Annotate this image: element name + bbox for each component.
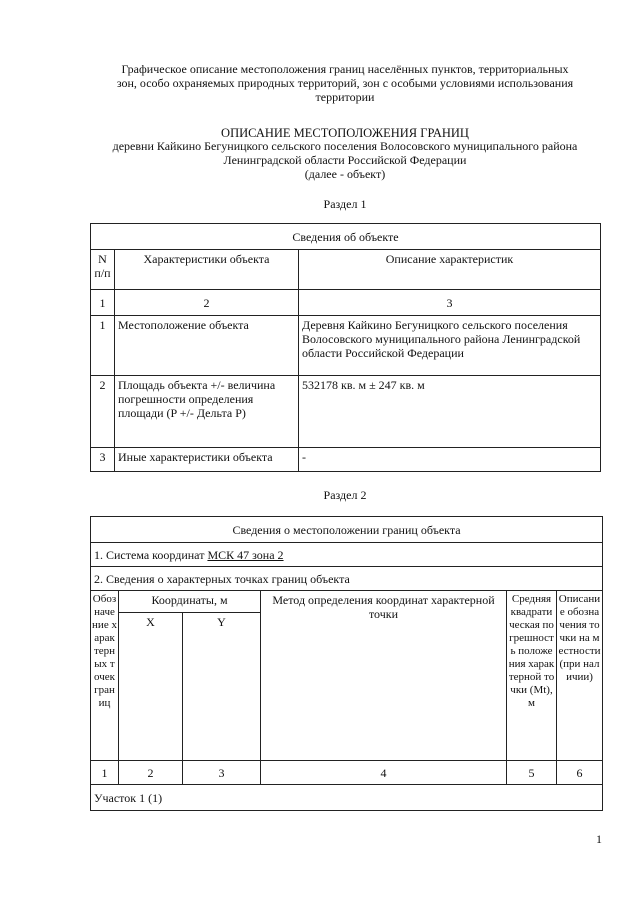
header-line: территории xyxy=(315,90,375,104)
header-line: Графическое описание местоположения границ населённых пунктов, территориальных xyxy=(121,62,569,76)
col-header-description: Описание обозначения точки на местности (при наличии) xyxy=(557,591,603,761)
col-header-method: Метод определения координат характерной точки xyxy=(261,591,507,761)
section1-label: Раздел 1 xyxy=(323,197,367,211)
row-value: - xyxy=(299,448,601,472)
col-header-n: N п/п xyxy=(91,250,115,290)
row-number: 1 xyxy=(91,316,115,376)
col-header-mt: Средняя квадратическая погрешность положения характерной точки (Mt), м xyxy=(507,591,557,761)
col-number: 3 xyxy=(183,761,261,785)
section2-label: Раздел 2 xyxy=(323,488,367,502)
plot-row: Участок 1 (1) xyxy=(91,785,603,811)
row-characteristic: Площадь объекта +/- величина погрешности определения площади (P +/- Дельта P) xyxy=(115,376,299,448)
col-number: 4 xyxy=(261,761,507,785)
boundary-location-table xyxy=(90,516,603,811)
row-number: 2 xyxy=(91,376,115,448)
col-header-y: Y xyxy=(183,613,261,761)
subtitle-line: Ленинградской области Российской Федерации xyxy=(223,153,467,167)
row-characteristic: Иные характеристики объекта xyxy=(115,448,299,472)
col-header-x: X xyxy=(119,613,183,761)
subtitle-line: деревни Кайкино Бегуницкого сельского поселения Волосовского муниципального района xyxy=(112,139,578,153)
row-number: 3 xyxy=(91,448,115,472)
table-row xyxy=(91,448,601,472)
page-number: 1 xyxy=(596,832,602,846)
col-header-point: Обозначение характерных точек границ xyxy=(91,591,119,761)
col-header-characteristics: Характеристики объекта xyxy=(115,250,299,290)
col-number: 3 xyxy=(299,290,601,316)
table-row xyxy=(91,316,601,376)
row-value: 532178 кв. м ± 247 кв. м xyxy=(299,376,601,448)
col-number: 2 xyxy=(119,761,183,785)
coordinate-system xyxy=(91,543,603,567)
col-header-description: Описание характеристик xyxy=(299,250,601,290)
row-value: Деревня Кайкино Бегуницкого сельского поселения Волосовского муниципального района Ленинградской области Российской Федерации xyxy=(299,316,601,376)
document-header xyxy=(60,62,630,104)
points-section-title: 2. Сведения о характерных точках границ объекта xyxy=(91,567,603,591)
object-info-table xyxy=(90,223,601,472)
subtitle-line: (далее - объект) xyxy=(304,167,386,181)
document-title: ОПИСАНИЕ МЕСТОПОЛОЖЕНИЯ ГРАНИЦ xyxy=(221,126,469,140)
col-number: 6 xyxy=(557,761,603,785)
col-number: 1 xyxy=(91,761,119,785)
col-number: 1 xyxy=(91,290,115,316)
table-title: Сведения о местоположении границ объекта xyxy=(91,517,603,543)
coordinate-system-prefix: 1. Система координат xyxy=(94,547,208,562)
col-number: 5 xyxy=(507,761,557,785)
table-title: Сведения об объекте xyxy=(91,224,601,250)
coordinate-system-value: МСК 47 зона 2 xyxy=(207,547,284,562)
header-line: зон, особо охраняемых природных территорий, зон с особыми условиями использования xyxy=(116,76,574,90)
col-header-coordinates: Координаты, м xyxy=(119,591,261,613)
document-subtitle xyxy=(60,139,630,181)
row-characteristic: Местоположение объекта xyxy=(115,316,299,376)
table-row xyxy=(91,376,601,448)
col-number: 2 xyxy=(115,290,299,316)
